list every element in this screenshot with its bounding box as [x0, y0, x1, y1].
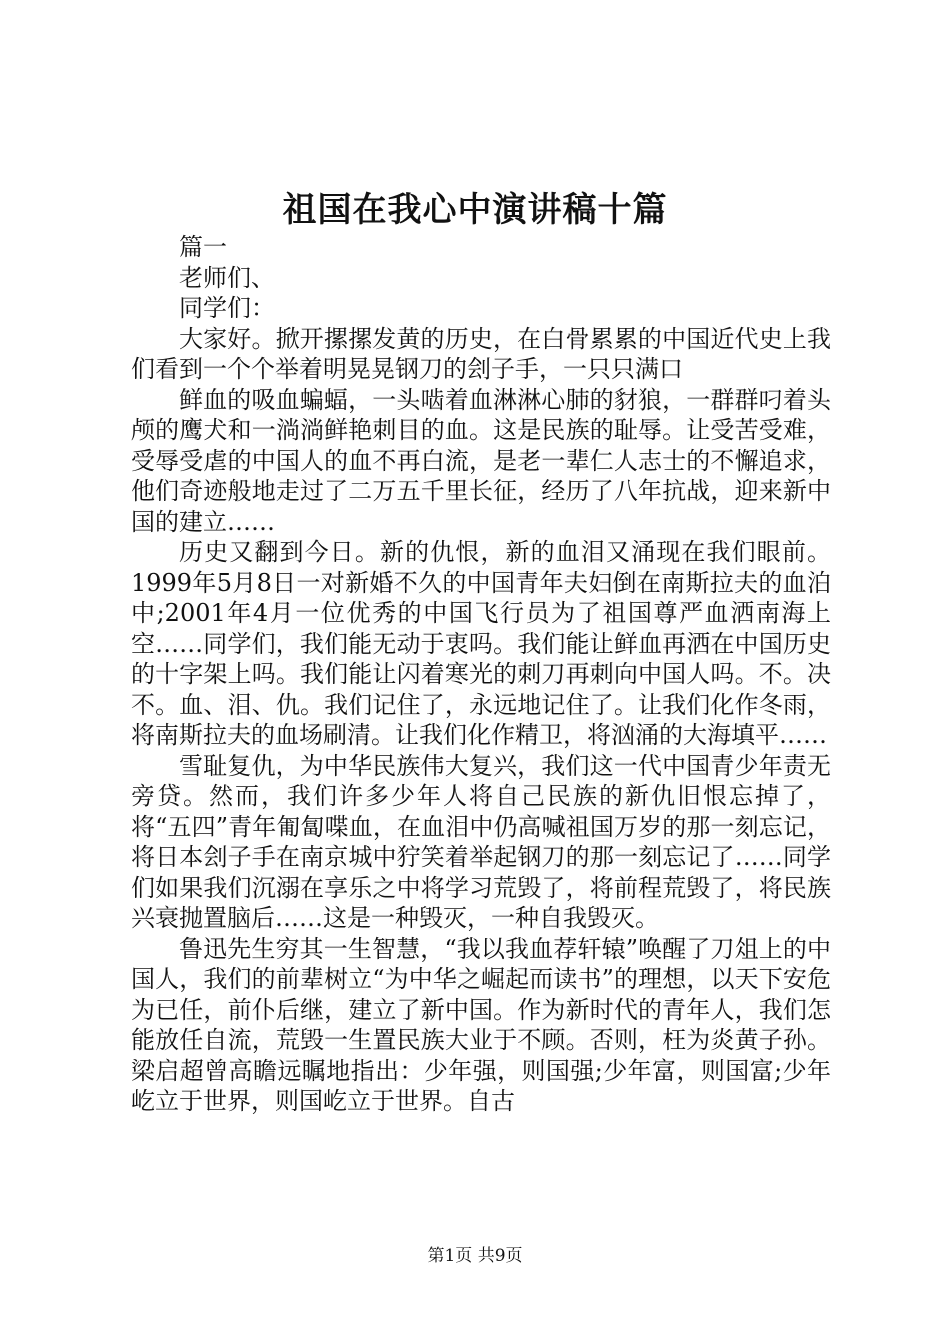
- paragraph: 鲁迅先生穷其一生智慧，“我以我血荐轩辕”唤醒了刀俎上的中国人，我们的前辈树立“为中华之崛起而读书”的理想，以天下安危为已任，前仆后继，建立了新中国。作为新时代的青年人，我们怎能放任自流，荒毁一生置民族大业于不顾。否则，枉为炎黄子孙。梁启超曾高瞻远瞩地指出：少年强，则国强;少年富，则国富;少年屹立于世界，则国屹立于世界。自古: [131, 934, 831, 1115]
- paragraph: 鲜血的吸血蝙蝠，一头啮着血淋淋心肺的豺狼，一群群叼着头颅的鹰犬和一淌淌鲜艳刺目的血。这是民族的耻辱。让受苦受难，受辱受虐的中国人的血不再白流，是老一辈仁人志士的不懈追求，他们奇迹般地走过了二万五千里长征，经历了八年抗战，迎来新中国的建立……: [131, 385, 831, 536]
- paragraph-salutation-teachers: 老师们、: [179, 263, 275, 292]
- paragraph: 雪耻复仇，为中华民族伟大复兴，我们这一代中国青少年责无旁贷。然而，我们许多少年人将自己民族的新仇旧恨忘掉了，将“五四”青年匍匐喋血，在血泪中仍高喊祖国万岁的那一刻忘记，将日本刽子手在南京城中狞笑着举起钢刀的那一刻忘记了……同学们如果我们沉溺在享乐之中将学习荒毁了，将前程荒毁了，将民族兴衰抛置脑后……这是一种毁灭，一种自我毁灭。: [131, 751, 831, 932]
- paragraph: 大家好。掀开摞摞发黄的历史，在白骨累累的中国近代史上我们看到一个个举着明晃晃钢刀的刽子手，一只只满口: [131, 324, 831, 383]
- document-body: [131, 232, 831, 1117]
- page-number-footer: 第1页 共9页: [427, 1246, 523, 1266]
- document-title: 祖国在我心中演讲稿十篇: [282, 190, 668, 230]
- paragraph: 历史又翻到今日。新的仇恨，新的血泪又涌现在我们眼前。1999年5月8日一对新婚不久的中国青年夫妇倒在南斯拉夫的血泊中;2001年4月一位优秀的中国飞行员为了祖国尊严血洒南海上空……同学们，我们能无动于衷吗。我们能让鲜血再洒在中国历史的十字架上吗。我们能让闪着寒光的刺刀再刺向中国人吗。不。决不。血、泪、仇。我们记住了，永远地记住了。让我们化作冬雨，将南斯拉夫的血场刷清。让我们化作精卫，将汹涌的大海填平……: [131, 538, 831, 749]
- paragraph-section-heading: 篇一: [179, 233, 227, 261]
- paragraph-salutation-students: 同学们：: [179, 294, 275, 322]
